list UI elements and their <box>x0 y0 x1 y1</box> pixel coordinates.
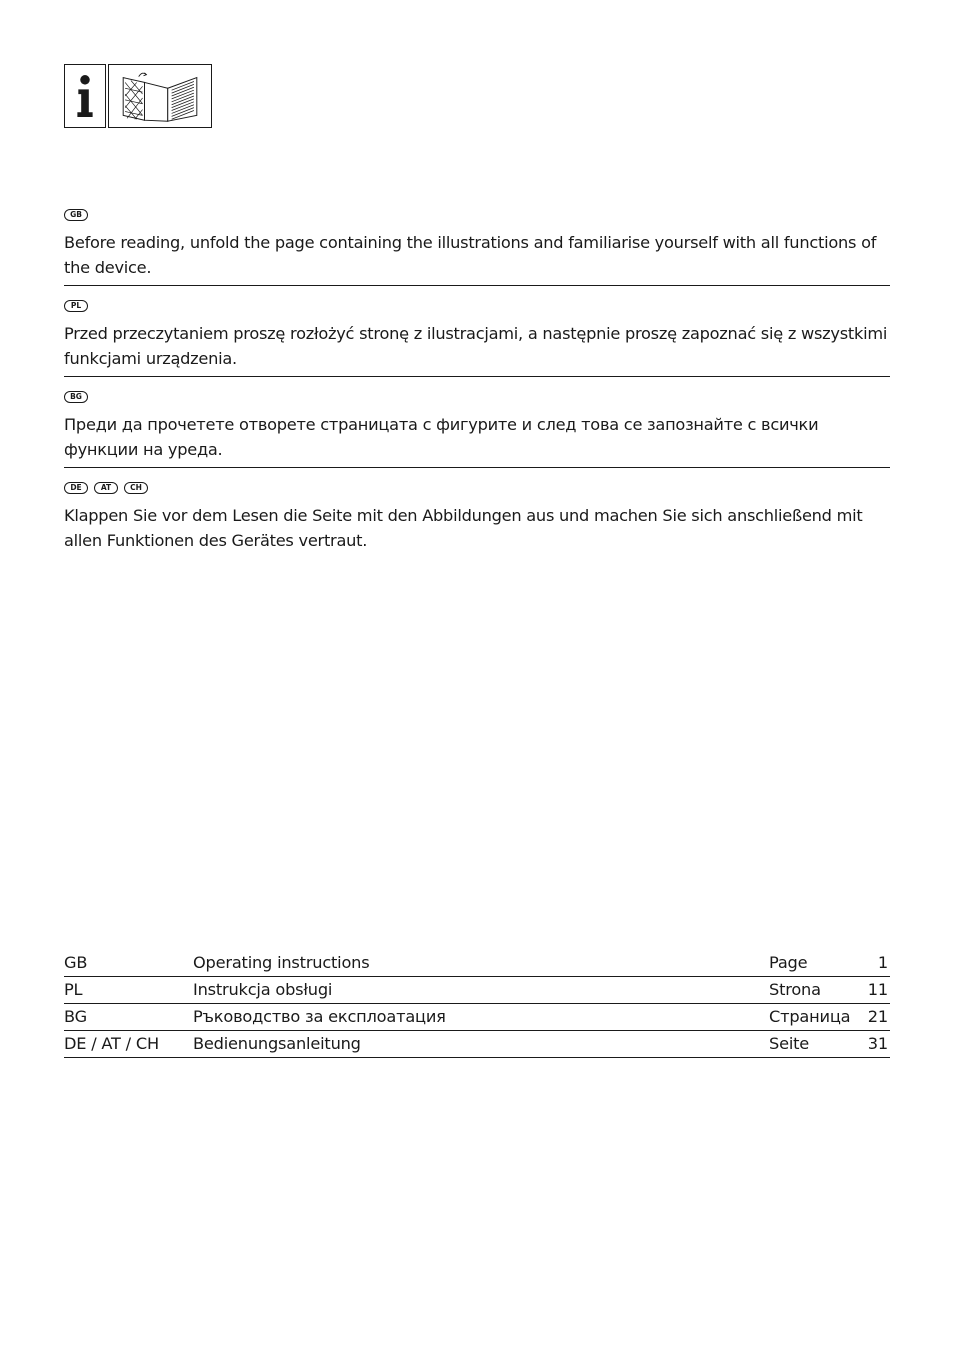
info-icon <box>64 64 106 128</box>
section-gb <box>64 207 890 280</box>
country-badge-pl: PL <box>64 300 88 312</box>
country-badge-de: DE <box>64 482 88 494</box>
country-badges <box>64 480 890 495</box>
toc-title: Instrukcja obsługi <box>193 980 333 999</box>
unfold-booklet-icon <box>108 64 212 128</box>
toc-row-de-at-ch[interactable] <box>64 1031 890 1058</box>
section-divider <box>64 376 890 377</box>
country-badge-bg: BG <box>64 391 88 403</box>
toc-language-code: PL <box>64 980 83 999</box>
unfold-notice-bg: Преди да прочетете отворете страницата с фигурите и след това се запознайте с всички функции на уреда. <box>64 415 819 459</box>
country-badges <box>64 298 890 313</box>
toc-page-number: 31 <box>867 1034 888 1053</box>
toc-page-word: Страница <box>769 1007 851 1026</box>
unfold-notice-gb: Before reading, unfold the page containing the illustrations and familiarise yourself with all functions of the device. <box>64 233 877 277</box>
section-divider <box>64 467 890 468</box>
toc-page-word: Seite <box>769 1034 810 1053</box>
toc-page-word: Page <box>769 953 808 972</box>
toc-page-word: Strona <box>769 980 821 999</box>
unfold-notice-pl: Przed przeczytaniem proszę rozłożyć stronę z ilustracjami, a następnie proszę zapoznać się z wszystkimi funkcjami urządzenia. <box>64 324 888 368</box>
toc-page-number: 21 <box>867 1007 888 1026</box>
section-de-at-ch <box>64 480 890 553</box>
section-bg <box>64 389 890 462</box>
unfold-notice-de: Klappen Sie vor dem Lesen die Seite mit den Abbildungen aus und machen Sie sich anschließend mit allen Funktionen des Gerätes vertraut. <box>64 506 863 550</box>
country-badge-at: AT <box>94 482 118 494</box>
country-badges <box>64 207 890 222</box>
toc-title: Ръководство за експлоатация <box>193 1007 446 1026</box>
toc-language-code: BG <box>64 1007 87 1026</box>
toc-row-gb[interactable] <box>64 950 890 977</box>
toc-row-pl[interactable] <box>64 977 890 1004</box>
toc-language-code: GB <box>64 953 88 972</box>
toc-row-bg[interactable] <box>64 1004 890 1031</box>
toc-language-code: DE / AT / CH <box>64 1034 159 1053</box>
country-badge-gb: GB <box>64 209 88 221</box>
toc-title: Bedienungsanleitung <box>193 1034 361 1053</box>
table-of-contents <box>64 950 890 1058</box>
toc-page-number: 11 <box>867 980 888 999</box>
country-badge-ch: CH <box>124 482 148 494</box>
toc-page-number: 1 <box>877 953 888 972</box>
country-badges <box>64 389 890 404</box>
section-pl <box>64 298 890 371</box>
section-divider <box>64 285 890 286</box>
toc-title: Operating instructions <box>193 953 370 972</box>
